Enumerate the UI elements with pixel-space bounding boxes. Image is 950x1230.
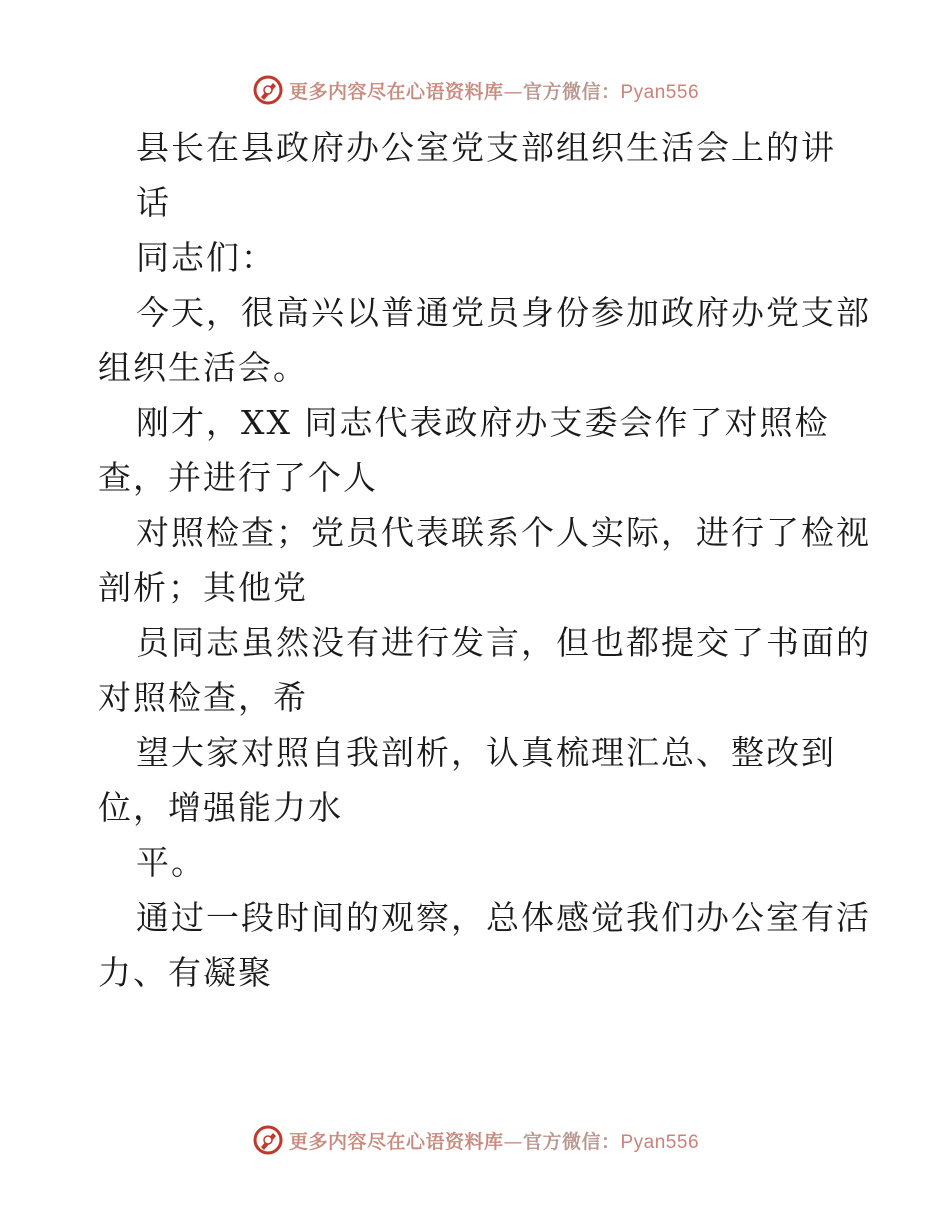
banner-wechat-label: 官方微信：	[522, 1130, 621, 1153]
banner-dash: —	[503, 1130, 523, 1153]
doc-line: 今天，很高兴以普通党员身份参加政府办党支部	[136, 293, 871, 332]
doc-title-line-2: 话	[136, 183, 171, 222]
banner-dash: —	[503, 80, 523, 103]
banner-wechat-label: 官方微信：	[522, 80, 621, 103]
banner-main-text: 更多内容尽在心语资料库	[288, 80, 504, 103]
document-body	[98, 120, 871, 1000]
doc-line: 通过一段时间的观察，总体感觉我们办公室有活	[136, 898, 871, 937]
doc-line: 对照检查，希	[98, 678, 308, 717]
doc-line: 望大家对照自我剖析，认真梳理汇总、整改到	[136, 733, 836, 772]
banner-wechat-id: Pyan556	[620, 81, 700, 103]
doc-line: 位，增强能力水	[98, 788, 343, 827]
doc-line: 组织生活会。	[98, 348, 308, 387]
doc-line: 力、有凝聚	[98, 953, 273, 992]
doc-line: 刚才，XX 同志代表政府办支委会作了对照检	[136, 403, 830, 442]
banner-text	[289, 77, 699, 104]
header-banner	[0, 70, 950, 110]
footer-banner	[0, 1120, 950, 1160]
doc-line: 对照检查；党员代表联系个人实际，进行了检视	[136, 513, 871, 552]
pen-nib-logo-icon	[251, 1123, 285, 1157]
doc-line: 查，并进行了个人	[98, 458, 378, 497]
doc-line: 平。	[136, 843, 206, 882]
doc-greeting: 同志们：	[136, 238, 276, 277]
doc-line: 剖析；其他党	[98, 568, 308, 607]
pen-nib-logo-icon	[251, 73, 285, 107]
doc-line: 员同志虽然没有进行发言，但也都提交了书面的	[136, 623, 871, 662]
banner-text	[289, 1127, 699, 1154]
banner-wechat-id: Pyan556	[620, 1131, 700, 1153]
banner-main-text: 更多内容尽在心语资料库	[288, 1130, 504, 1153]
doc-title-line-1: 县长在县政府办公室党支部组织生活会上的讲	[136, 128, 836, 167]
